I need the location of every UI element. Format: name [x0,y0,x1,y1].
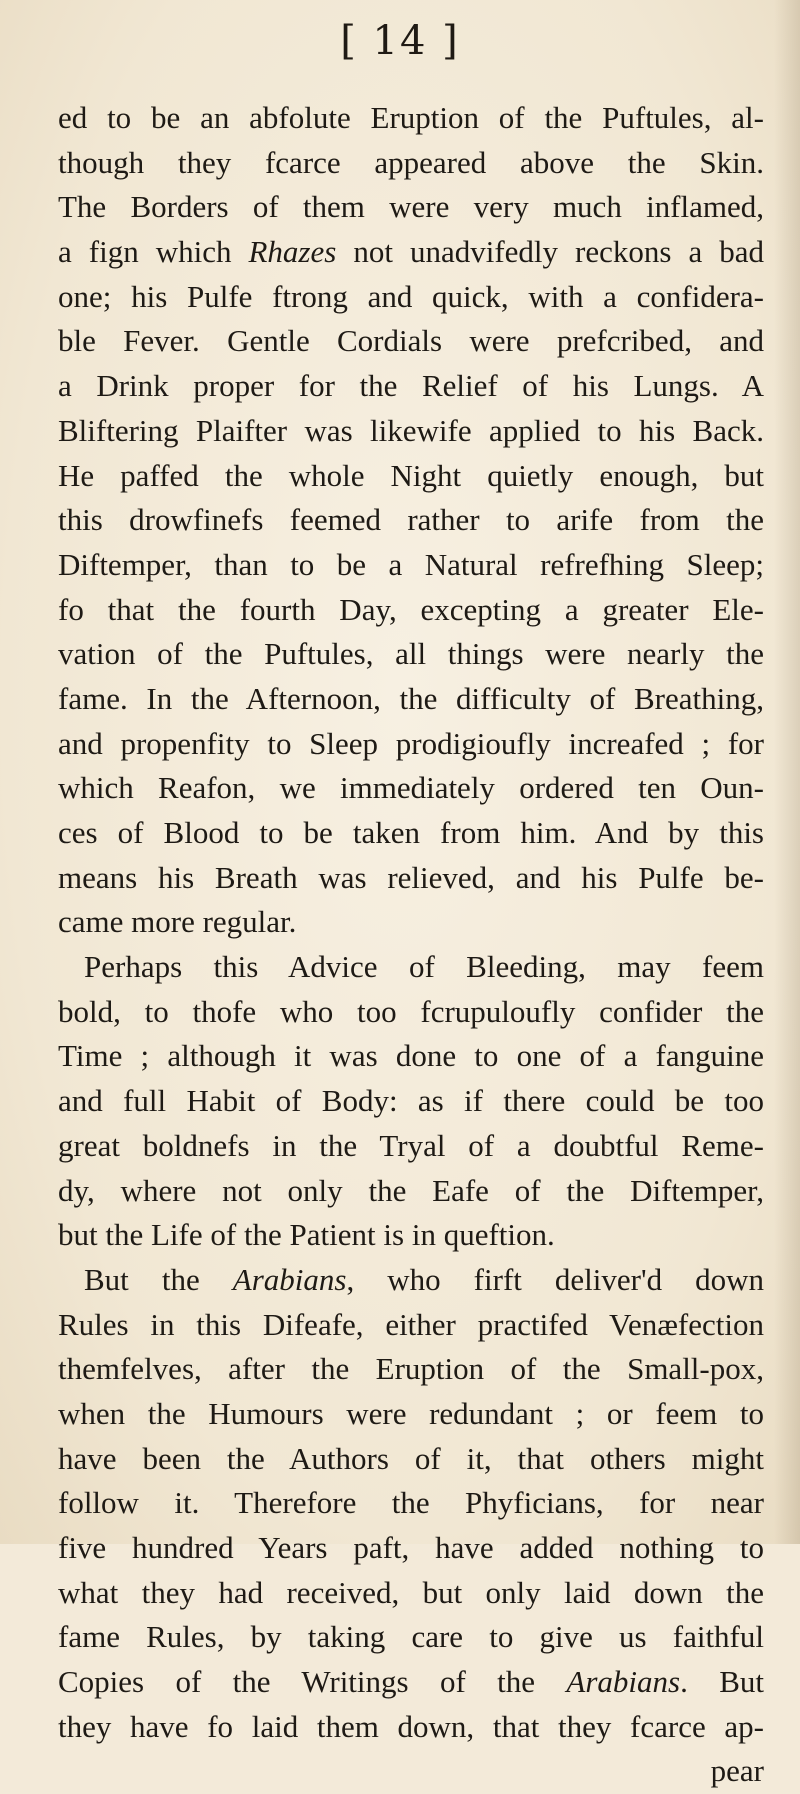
text-run: Copies of the Writings of the [58,1664,567,1700]
text-line: ble Fever. Gentle Cordials were prefcribed, and [58,323,764,359]
text-line: what they had received, but only laid down the [58,1574,764,1610]
page-number: [ 14 ] [340,18,460,64]
text-line: great boldnefs in the Tryal of a doubtful Reme- [58,1127,764,1163]
text-line: when the Humours were redundant ; or feem to [58,1395,764,1431]
text-line: though they fcarce appeared above the Skin. [58,144,764,180]
text-line: Time ; although it was done to one of a fanguine [58,1038,764,1074]
text-line: five hundred Years paft, have added nothing to [58,1530,764,1565]
italic-name-arabians: Arabians [566,1664,681,1700]
text-line [58,1258,764,1303]
text-line: fame. In the Afternoon, the difficulty of Breathing, [58,680,764,716]
text-line: Bliftering Plaifter was likewife applied to his Back. [58,412,764,448]
text-line: Perhaps this Advice of Bleeding, may feem [84,949,764,985]
text-line: this drowfinefs feemed rather to arife from the [58,502,764,538]
text-run: a fign which [58,234,249,270]
text-line: fame Rules, by taking care to give us faithful [58,1619,764,1655]
page-edge-shadow [774,0,800,1544]
text-line: came more regular. [58,904,297,940]
body-text [58,96,764,1794]
text-line: have been the Authors of it, that others might [58,1440,764,1476]
catchword: pear [710,1753,764,1789]
text-line [58,230,764,275]
text-line: and propenfity to Sleep prodigioufly increafed ; for [58,725,764,761]
text-run: not unadvifedly reckons a bad [336,234,764,270]
italic-name-arabians: Arabians [232,1261,347,1297]
text-line: dy, where not only the Eafe of the Diftemper, [58,1172,764,1208]
text-line: Diftemper, than to be a Natural refrefhing Sleep; [58,546,764,582]
text-run: , who firft deliver'd down [346,1261,765,1297]
text-line: vation of the Puftules, all things were nearly the [58,636,764,672]
text-line: which Reafon, we immediately ordered ten Oun- [58,770,764,806]
text-run: But the [84,1261,233,1297]
text-line: one; his Pulfe ftrong and quick, with a confidera- [58,278,764,314]
text-line: follow it. Therefore the Phyficians, for near [58,1485,764,1521]
text-line: fo that the fourth Day, excepting a greater Ele- [58,591,764,627]
text-line: The Borders of them were very much inflamed, [58,189,764,225]
text-line: and full Habit of Body: as if there could be too [58,1083,764,1119]
text-line: a Drink proper for the Relief of his Lungs. A [58,368,764,404]
text-run: . But [680,1664,765,1700]
italic-name-rhazes: Rhazes [248,234,337,270]
text-line: ed to be an abfolute Eruption of the Puftules, al- [58,100,764,135]
text-line: themfelves, after the Eruption of the Small-pox, [58,1351,764,1387]
text-line [58,1660,764,1705]
text-line: He paffed the whole Night quietly enough, but [58,457,764,493]
text-line: bold, to thofe who too fcrupuloufly confider the [58,993,764,1029]
text-line: Rules in this Difeafe, either practifed Venæfection [58,1306,764,1342]
text-line: they have fo laid them down, that they fcarce ap- [58,1708,764,1744]
text-line: but the Life of the Patient is in queftion. [58,1217,555,1253]
text-line: ces of Blood to be taken from him. And by this [58,815,764,850]
text-line: means his Breath was relieved, and his Pulfe be- [58,859,764,895]
